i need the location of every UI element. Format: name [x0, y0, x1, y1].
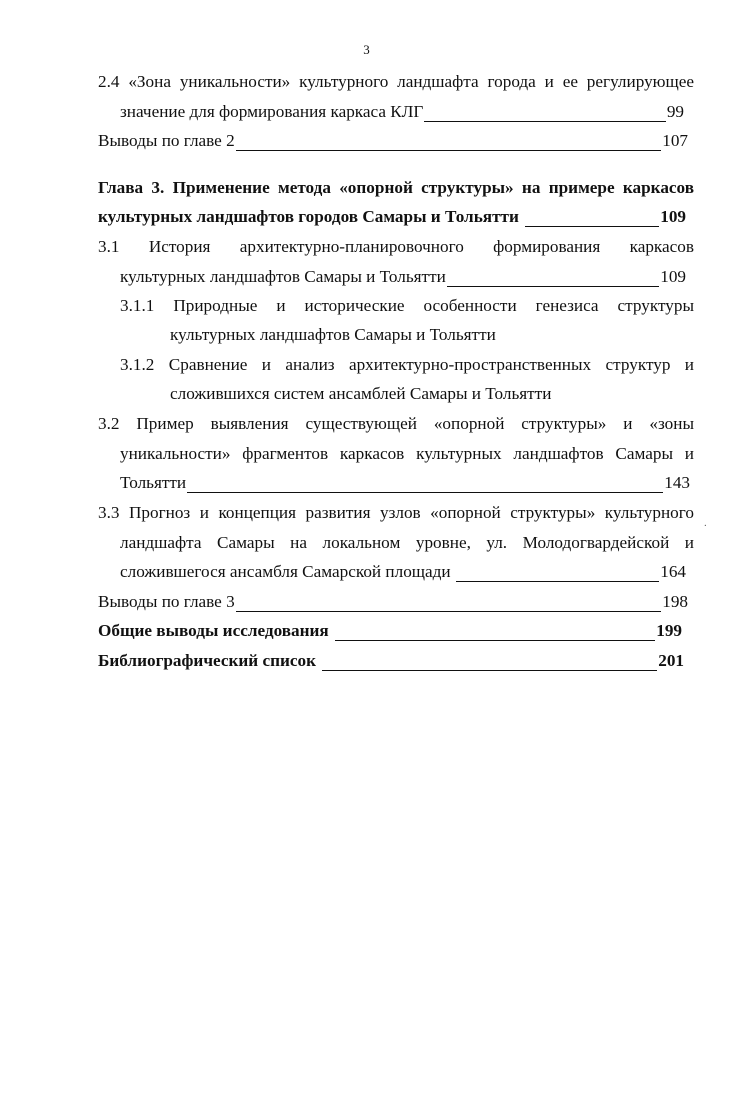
toc-bibliography-text: Библиографический список	[98, 651, 317, 670]
toc-3-2-page: 143	[664, 473, 690, 492]
leader-line	[187, 476, 663, 493]
toc-3-2-line1: 3.2 Пример выявления существующей «опорной структуры» и «зоны	[98, 414, 694, 433]
leader-line	[236, 595, 662, 612]
toc-3-3-line2: ландшафта Самары на локальном уровне, ул. Молодогвардейской и	[120, 533, 694, 552]
toc-3-1-entry	[120, 267, 686, 287]
leader-line	[424, 105, 665, 122]
toc-3-3-line1: 3.3 Прогноз и концепция развития узлов «опорной структуры» культурного	[98, 503, 694, 522]
toc-chapter-3-line1: Глава 3. Применение метода «опорной структуры» на примере каркасов	[98, 178, 694, 197]
toc-general-conclusions-page: 199	[656, 621, 682, 640]
toc-general-conclusions	[98, 621, 682, 641]
toc-3-1-line1: 3.1 История архитектурно-планировочного формирования каркасов	[98, 237, 694, 256]
toc-conclusions-3-text: Выводы по главе 3	[98, 592, 235, 611]
toc-3-2-line3: Тольятти	[120, 473, 187, 492]
toc-3-3-page: 164	[660, 562, 686, 581]
toc-3-1-line2: культурных ландшафтов Самары и Тольятти	[120, 267, 446, 286]
leader-line	[335, 624, 655, 641]
toc-general-conclusions-text: Общие выводы исследования	[98, 621, 329, 640]
toc-2-4-line1: 2.4 «Зона уникальности» культурного ландшафта города и ее регулирующее	[98, 72, 694, 91]
toc-2-4-line2: значение для формирования каркаса КЛГ	[120, 102, 424, 121]
toc-3-3-entry	[120, 562, 686, 582]
toc-conclusions-3-page: 198	[662, 592, 688, 611]
toc-2-4-page: 99	[666, 102, 684, 121]
toc-conclusions-3	[98, 592, 688, 612]
toc-3-1-page: 109	[660, 267, 686, 286]
toc-chapter-3-entry	[98, 207, 686, 227]
toc-3-1-2-line1: 3.1.2 Сравнение и анализ архитектурно-пространственных структур и	[120, 355, 694, 374]
leader-line	[525, 210, 659, 227]
toc-bibliography	[98, 651, 684, 671]
toc-2-4-entry	[120, 102, 684, 122]
toc-bibliography-page: 201	[658, 651, 684, 670]
toc-3-1-2-line2: сложившихся систем ансамблей Самары и Тольятти	[170, 384, 552, 403]
leader-line	[447, 270, 659, 287]
toc-chapter-3-line2: культурных ландшафтов городов Самары и Тольятти	[98, 207, 519, 226]
toc-chapter-3-page: 109	[660, 207, 686, 226]
toc-3-2-line2: уникальности» фрагментов каркасов культурных ландшафтов Самары и	[120, 444, 694, 463]
margin-mark: .	[704, 517, 707, 529]
toc-conclusions-2-text: Выводы по главе 2	[98, 131, 235, 150]
toc-conclusions-2-page: 107	[662, 131, 688, 150]
toc-3-3-line3: сложившегося ансамбля Самарской площади	[120, 562, 451, 581]
toc-3-1-1-line2: культурных ландшафтов Самары и Тольятти	[170, 325, 496, 344]
leader-line	[456, 565, 660, 582]
leader-line	[236, 134, 662, 151]
toc-3-1-1-line1: 3.1.1 Природные и исторические особенности генезиса структуры	[120, 296, 694, 315]
leader-line	[322, 654, 657, 671]
toc-conclusions-2	[98, 131, 688, 151]
toc-3-2-entry	[120, 473, 690, 493]
page-number: 3	[363, 42, 370, 57]
